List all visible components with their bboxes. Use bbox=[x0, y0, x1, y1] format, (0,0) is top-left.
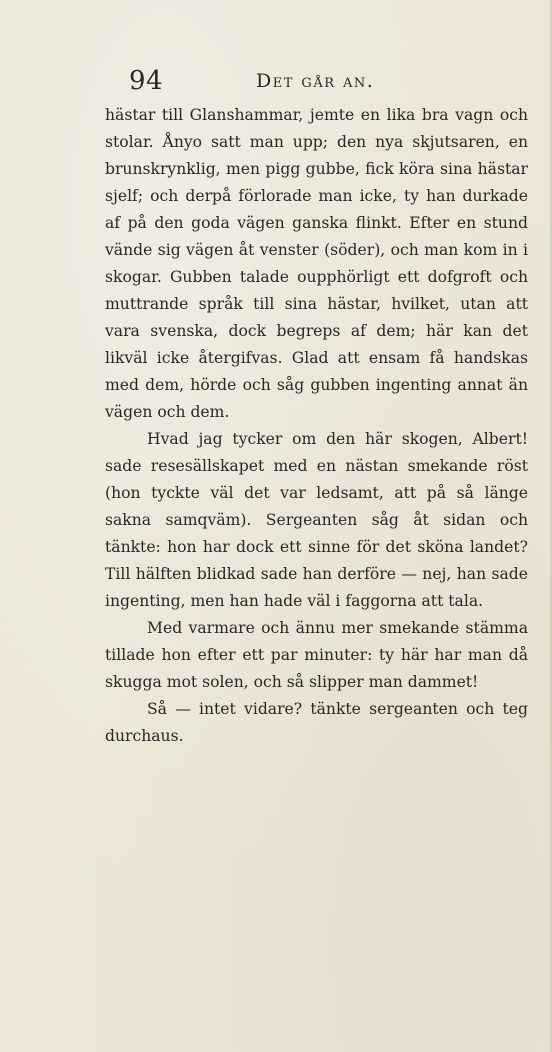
body-text bbox=[105, 102, 528, 750]
paragraph-continued: hästar till Glanshammar, jemte en lika bra vagn och stolar. Ånyo satt man upp; den nya skjutsaren, en brunskrynklig, men pigg gubbe, fick köra sina hästar sjelf; och derpå förlorade man icke, ty han durkade af på den goda vägen ganska flinkt. Efter en stund vände sig vägen åt venster (söder), och man kom in i skogar. Gubben talade oupphörligt ett dofgroft och muttrande språk till sina hästar, hvilket, utan att vara svenska, dock begreps af dem; här kan det likväl icke återgifvas. Glad att ensam få handskas med dem, hörde och såg gubben ingenting annat än vägen och dem. bbox=[105, 106, 528, 421]
paragraph: Hvad jag tycker om den här skogen, Albert! sade resesällskapet med en nästan smekande röst (hon tyckte väl det var ledsamt, att på så länge sakna samqväm). Sergeanten såg åt sidan och tänkte: hon har dock ett sinne för det sköna landet? Till hälften blidkad sade han derföre — nej, han sade ingenting, men han hade väl i faggorna att tala. bbox=[105, 430, 528, 610]
paragraph: Så — intet vidare? tänkte sergeanten och teg durchaus. bbox=[105, 700, 528, 745]
page-number: 94 bbox=[129, 66, 164, 96]
page-header bbox=[129, 62, 429, 98]
running-title: Det går an. bbox=[256, 70, 375, 92]
paragraph: Med varmare och ännu mer smekande stämma tillade hon efter ett par minuter: ty här har man då skugga mot solen, och så slipper man dammet! bbox=[105, 619, 528, 691]
